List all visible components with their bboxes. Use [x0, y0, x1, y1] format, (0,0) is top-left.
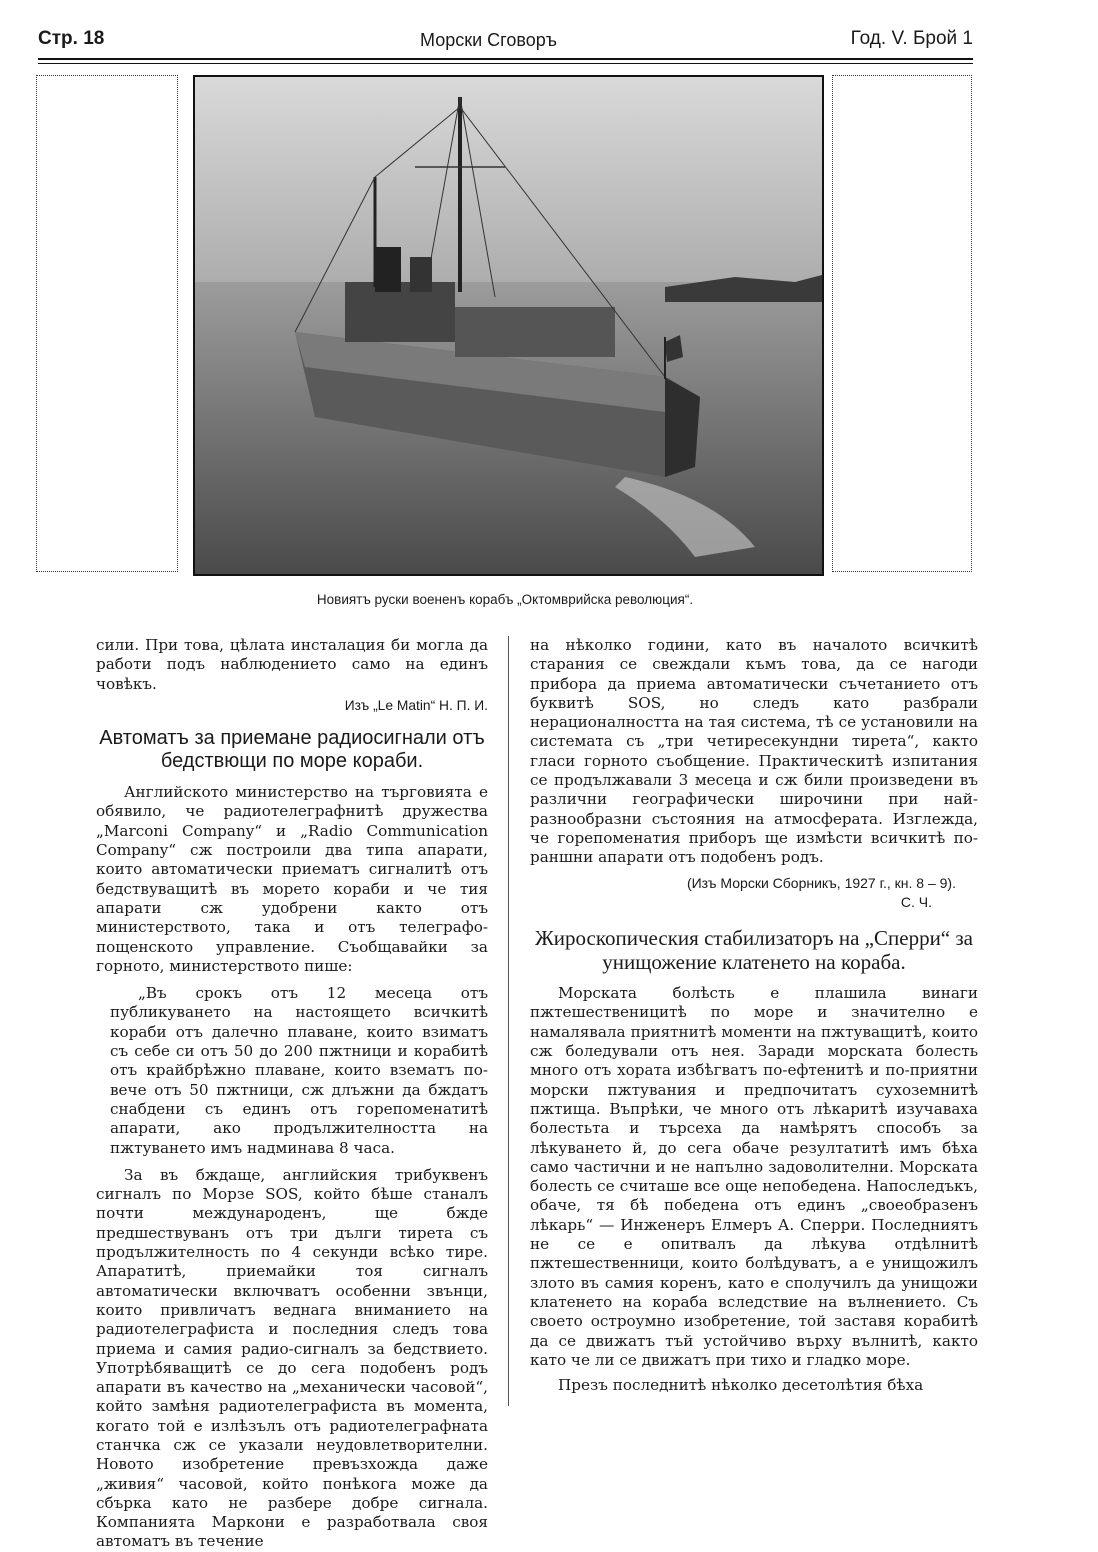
- right-initials: С. Ч.: [900, 893, 932, 910]
- left-intro-signature: Изъ „Le Matin“ Н. П. И.: [344, 697, 488, 713]
- column-divider: [508, 636, 509, 1406]
- left-empty-frame: [36, 75, 178, 572]
- issue-label: Год. V. Брой 1: [850, 28, 973, 49]
- left-paragraph-ministry: Английското министерство на търговията е обявило, че радиотелеграфнитѣ дружества „Marconi Company“ и „Radio Communication Company“ сж построили два типа апарати, които автоматически приематъ сигналитѣ отъ бедствуващитѣ въ морето кораби и че тия апарати сж удобрени както отъ министерството, така и отъ телеграфо-пощенското управление. Съобщавайки за горното, министерството пише:: [96, 783, 488, 975]
- article-heading-gyroscope: Жироскопическия стабилизаторъ на „Сперри“ за унищожение клатенето на кораба.: [534, 926, 973, 975]
- page-number: Стр. 18: [38, 28, 105, 49]
- left-quote: „Въ срокъ отъ 12 месеца отъ публикуването на настоящето всичкитѣ кораби отъ далечно плаване, които взиматъ съ себе си отъ 50 до 200 пжтници и корабитѣ отъ крайбрѣжно плаване, които взематъ по-вече отъ 50 пжтници, сж длъжни да бждатъ снабдени съ единъ отъ горепоменатитѣ апарати, ако продължителността на пжтуването имъ надминава 8 часа.: [110, 984, 488, 1157]
- right-paragraph-continued: на нѣколко години, като въ началото всичкитѣ старания се свеждали къмъ това, да се нагоди прибора да приема автоматически съчетанието отъ буквитѣ SOS, но следъ като разбрали нерационалността на тая система, тѣ се установили на системата съ „три четиресекундни тирета“, както гласи горното съобщение. Практическитѣ изпитания се продължавали 3 месеца и сж били произведени въ различни географически широчини при най-разнообразни състояния на атмосферата. Изглежда, че горепоменатия приборъ ще измѣсти всичкитѣ по-раншни апарати отъ подобенъ родъ.: [530, 636, 978, 867]
- left-paragraph-sos: За въ бждаще, английския трибуквенъ сигналъ по Морзе SOS, който бѣше станалъ почти международенъ, ще бжде предшествуванъ отъ три дълги тирета съ продължителность по 4 секунди всѣко тире. Апаратитѣ, приемайки тоя сигналъ автоматически включватъ особенни звънци, които привличатъ веднага вниманието на радиотелеграфиста и последния следъ това приема и самия радио-сигналъ за бедствието. Употрѣбяващитѣ се до сега подобенъ родъ апарати въ качество на „механически часовой“, който замѣня радиотелеграфиста въ момента, когато той е излѣзълъ отъ радиотелеграфната станчка сж се указали неудовлетворителни. Новото изобретение превъзхожда даже „живия“ часовой, който понѣкога може да сбърка като не разбере добре сигнала. Компанията Маркони е разработвала своя автоматъ въ течение: [96, 1165, 488, 1551]
- right-empty-frame: [832, 75, 972, 572]
- warship-illustration: [195, 77, 822, 574]
- warship-photo: [193, 75, 824, 576]
- right-paragraph-last: Презъ последнитѣ нѣколко десетолѣтия бѣха: [558, 1376, 924, 1395]
- header-rule: [38, 58, 973, 60]
- article-heading-automaton: Автоматъ за приемане радиосигнали отъ бедствющи по море кораби.: [99, 727, 485, 773]
- right-column: [530, 636, 978, 1395]
- right-source: (Изъ Морски Сборникъ, 1927 г., кн. 8 – 9).: [686, 874, 956, 891]
- page-header: [38, 22, 973, 58]
- header-rule-thin: [38, 63, 973, 64]
- journal-title: Морски Сговоръ: [420, 30, 557, 50]
- photo-caption: Новиятъ руски воененъ корабъ „Октомврийска революция“.: [316, 592, 694, 607]
- left-paragraph-intro: сили. При това, цѣлата инсталация би могла да работи подъ наблюдението само на единъ човѣкъ.: [96, 636, 488, 693]
- left-column: [96, 636, 488, 1552]
- right-paragraph-seasickness: Морската болѣсть е плашила винаги пжтешественицитѣ по море и значително е намалявала приятнитѣ моменти на пжтуващитѣ, които сж боледували отъ нея. Заради морската болесть много отъ хората избѣгватъ по-ефтенитѣ и по-приятни морски пжтувания и предпочитатъ сухоземнитѣ пжтища. Въпрѣки, че много отъ лѣкаритѣ изучаваха болестьта и търсеха да намѣрятъ способъ за лѣкуването й, до сега обаче резултатитѣ имъ бѣха само частични и не напълно задоволителни. Морската болесть се считаше все още непобедена. Напоследъкъ, обаче, тя бѣ победена отъ единъ „своеобразенъ лѣкарь“ — Инженеръ Елмеръ А. Сперри. Последниятъ не се е опитвалъ да лѣкува отдѣлнитѣ пжтешественници, които болѣдуватъ, а е унищожилъ злото въ самия коренъ, като е сполучилъ да унищожи клатенето на кораба вследствие на вълнението. Съ своето остроумно изобретение, той заставя корабитѣ да се движатъ тъй устойчиво върху вълнитѣ, както като че ли се движатъ при тихо и гладко море.: [530, 984, 978, 1369]
